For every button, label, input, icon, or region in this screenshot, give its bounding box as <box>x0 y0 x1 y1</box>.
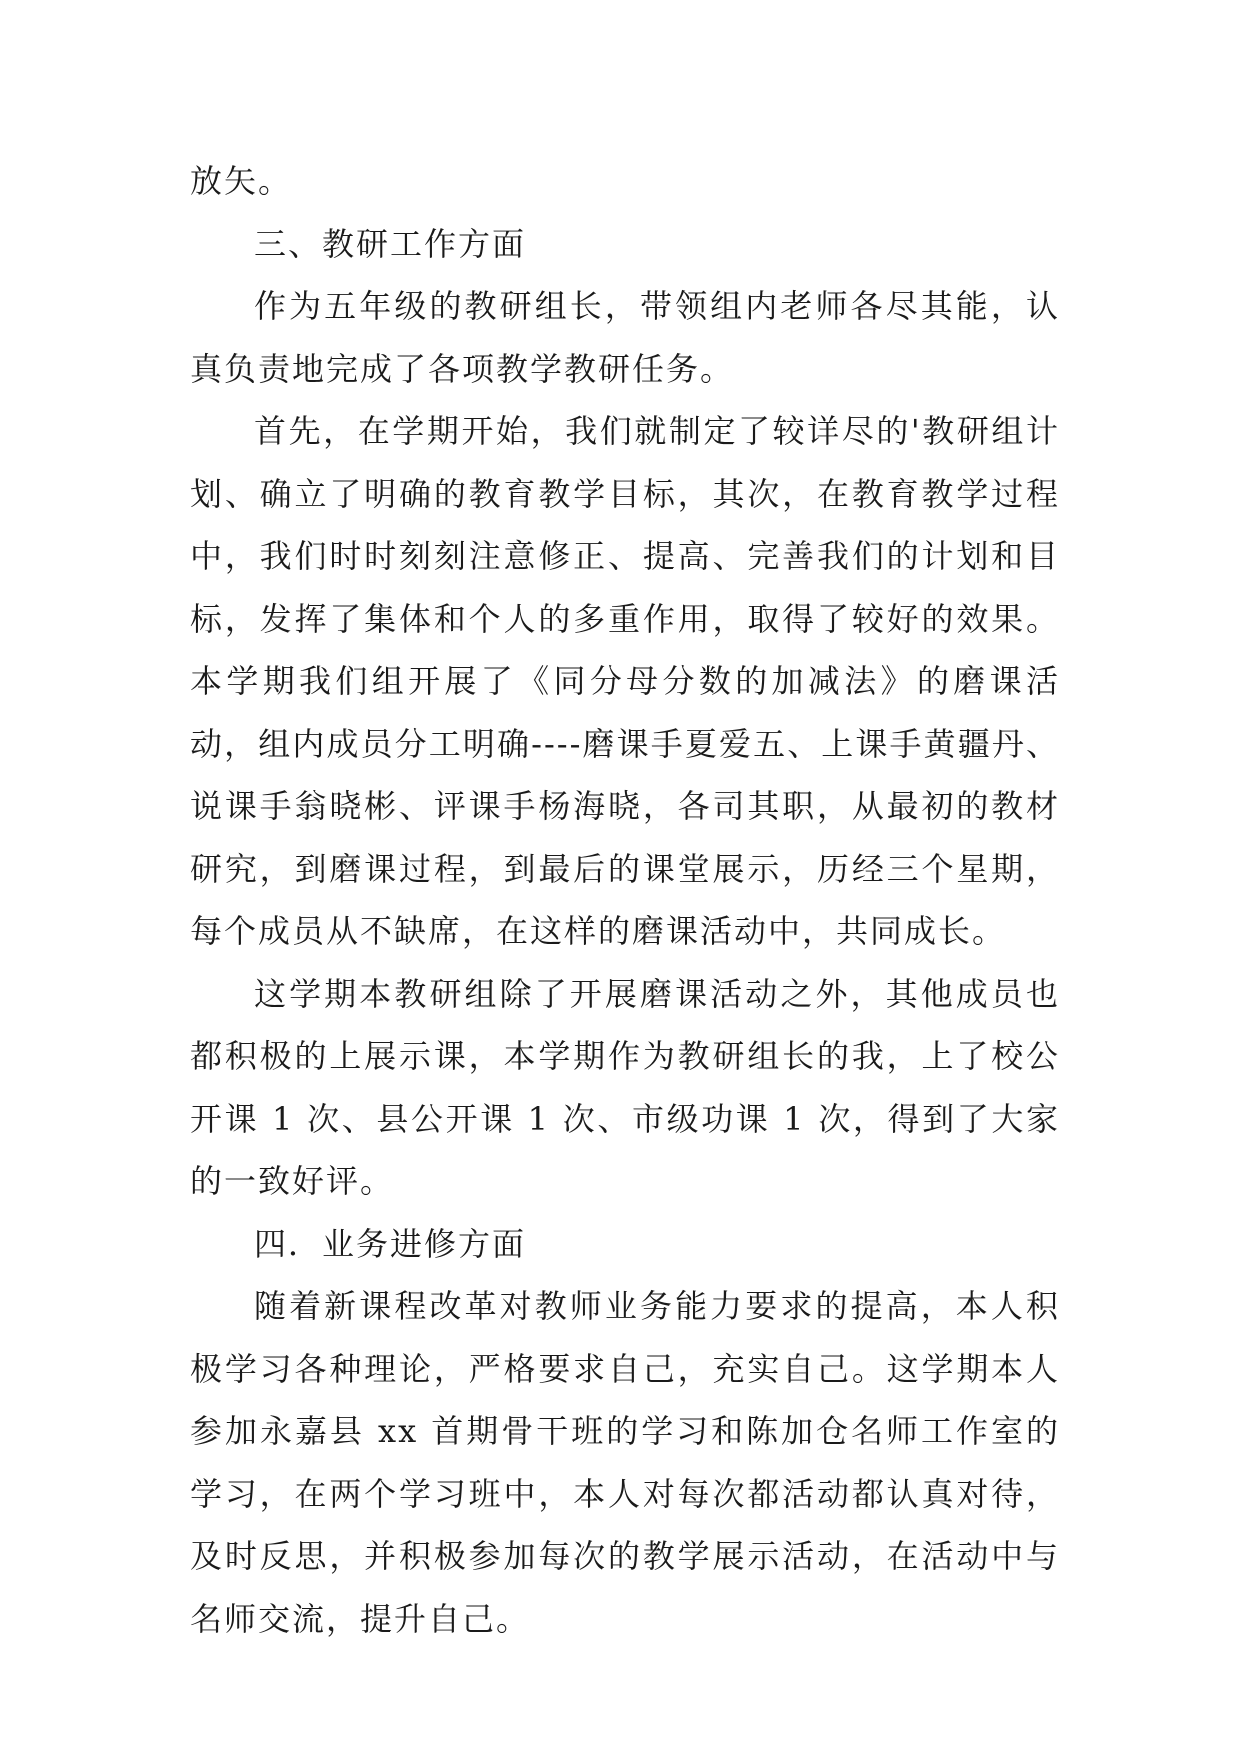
paragraph-self-improvement: 随着新课程改革对教师业务能力要求的提高，本人积极学习各种理论，严格要求自己，充实自己。这学期本人参加永嘉县 xx 首期骨干班的学习和陈加仓名师工作室的学习，在两个学习班中，本人对每次都活动都认真对待，及时反思，并积极参加每次的教学展示活动，在活动中与名师交流，提升自己。 <box>190 1287 1060 1638</box>
section-heading-professional-study: 四．业务进修方面 <box>254 1224 527 1263</box>
paragraph-continuation: 放矢。 <box>190 162 293 200</box>
section-heading-teaching-research: 三、教研工作方面 <box>254 224 527 263</box>
paragraph-demo-lessons: 这学期本教研组除了开展磨课活动之外，其他成员也都积极的上展示课，本学期作为教研组长的我，上了校公开课 1 次、县公开课 1 次、市级功课 1 次，得到了大家的一致好评。 <box>190 974 1060 1200</box>
paragraph-plan-and-activities: 首先，在学期开始，我们就制定了较详尽的'教研组计划、确立了明确的教育教学目标，其次，在教育教学过程中，我们时时刻刻注意修正、提高、完善我们的计划和目标，发挥了集体和个人的多重作用，取得了较好的效果。本学期我们组开展了《同分母分数的加减法》的磨课活动，组内成员分工明确----磨课手夏爱五、上课手黄疆丹、说课手翁晓彬、评课手杨海晓，各司其职，从最初的教材研究，到磨课过程，到最后的课堂展示，历经三个星期，每个成员从不缺席，在这样的磨课活动中，共同成长。 <box>190 412 1060 950</box>
paragraph-team-leader: 作为五年级的教研组长，带领组内老师各尽其能，认真负责地完成了各项教学教研任务。 <box>190 287 1060 388</box>
document-body <box>190 150 1060 1650</box>
